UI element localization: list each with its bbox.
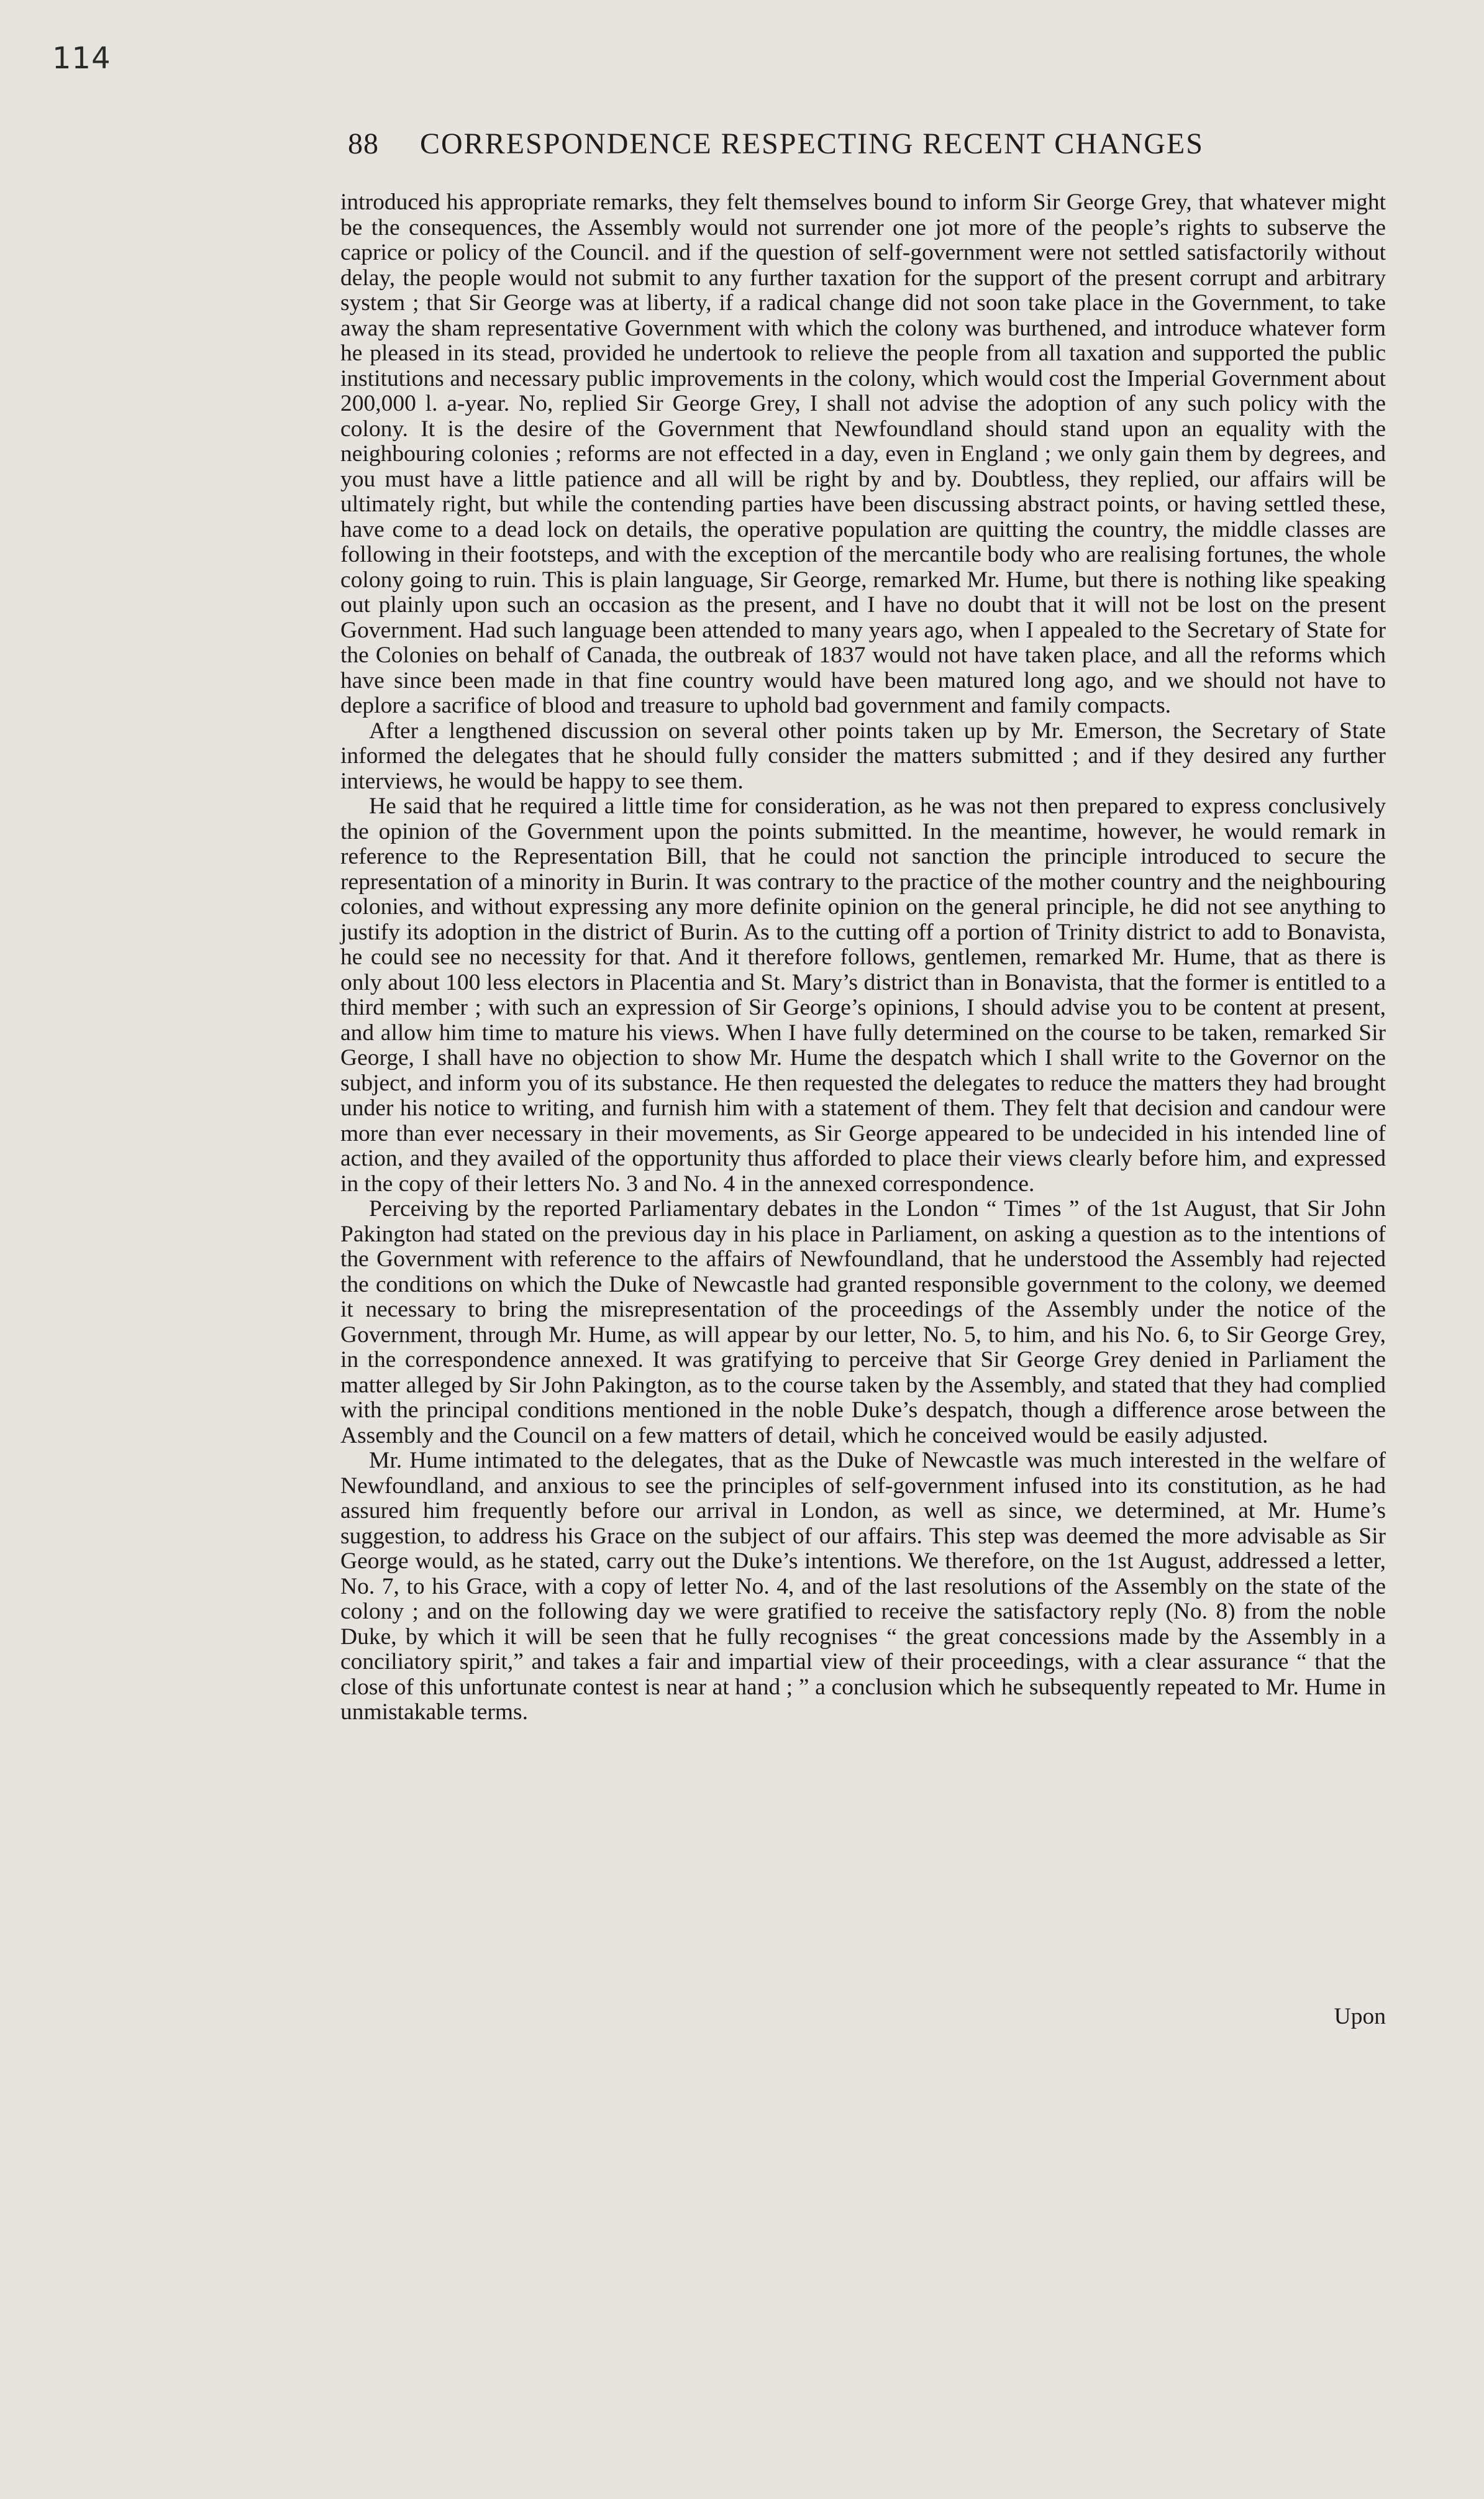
outer-page-number: 114 [52,41,111,76]
paragraph: Mr. Hume intimated to the delegates, that as the Duke of Newcastle was much interested in the welfare of Newfoundland, and anxious to see the principles of self-government infused into its constitution, as he had assured him frequently before our arrival in London, as well as since, we determined, at Mr. Hume’s suggestion, to address his Grace on the subject of our affairs. This step was deemed the more advisable as Sir George would, as he stated, carry out the Duke’s intentions. We therefore, on the 1st August, addressed a letter, No. 7, to his Grace, with a copy of letter No. 4, and of the last resolutions of the Assembly on the state of the colony ; and on the following day we were gratified to receive the satisfactory reply (No. 8) from the noble Duke, by which it will be seen that he fully recognises “ the great concessions made by the Assembly in a conciliatory spirit,” and takes a fair and impartial view of their proceedings, with a clear assurance “ that the close of this unfortunate contest is near at hand ; ” a conclusion which he subsequently repeated to Mr. Hume in unmistakable terms. [340,1448,1386,1725]
catchword: Upon [1334,2004,1386,2029]
page-number: 88 [348,127,379,160]
paragraph: introduced his appropriate remarks, they felt themselves bound to inform Sir George Grey, that whatever might be the consequences, the Assembly would not surrender one jot more of the people’s rights to subserve the caprice or policy of the Council. and if the question of self-government were not settled satisfactorily without delay, the people would not submit to any further taxation for the support of the present corrupt and arbitrary system ; that Sir George was at liberty, if a radical change did not soon take place in the Government, to take away the sham representative Government with which the colony was burthened, and introduce whatever form he pleased in its stead, provided he undertook to relieve the people from all taxation and supported the public institutions and necessary public improvements in the colony, which would cost the Imperial Government about 200,000 l. a-year. No, replied Sir George Grey, I shall not advise the adoption of any such policy with the colony. It is the desire of the Government that Newfoundland should stand upon an equality with the neighbouring colonies ; reforms are not effected in a day, even in England ; we only gain them by degrees, and you must have a little patience and all will be right by and by. Doubtless, they replied, our affairs will be ultimately right, but while the contending parties have been discussing abstract points, or having settled these, have come to a dead lock on details, the operative population are quitting the country, the middle classes are following in their footsteps, and with the exception of the mercantile body who are realising fortunes, the whole colony going to ruin. This is plain language, Sir George, remarked Mr. Hume, but there is nothing like speaking out plainly upon such an occasion as the present, and I have no doubt that it will not be lost on the present Government. Had such language been attended to many years ago, when I appealed to the Secretary of State for the Colonies on behalf of Canada, the outbreak of 1837 would not have taken place, and all the reforms which have since been made in that fine country would have been matured long ago, and we should not have to deplore a sacrifice of blood and treasure to uphold bad government and family compacts. [340,190,1386,718]
paragraph: After a lengthened discussion on several other points taken up by Mr. Emerson, the Secretary of State informed the delegates that he should fully consider the matters submitted ; and if they desired any further interviews, he would be happy to see them. [340,718,1386,794]
paragraph: Perceiving by the reported Parliamentary debates in the London “ Times ” of the 1st August, that Sir John Pakington had stated on the previous day in his place in Parliament, on asking a question as to the intentions of the Government with reference to the affairs of Newfoundland, that he understood the Assembly had rejected the conditions on which the Duke of Newcastle had granted responsible government to the colony, we deemed it necessary to bring the misrepresentation of the proceedings of the Assembly under the notice of the Government, through Mr. Hume, as will appear by our letter, No. 5, to him, and his No. 6, to Sir George Grey, in the correspondence annexed. It was gratifying to perceive that Sir George Grey denied in Parliament the matter alleged by Sir John Pakington, as to the course taken by the Assembly, and stated that they had complied with the principal conditions mentioned in the noble Duke’s despatch, though a difference arose between the Assembly and the Council on a few matters of detail, which he conceived would be easily adjusted. [340,1196,1386,1448]
paragraph: He said that he required a little time for consideration, as he was not then prepared to express conclusively the opinion of the Government upon the points submitted. In the meantime, however, he would remark in reference to the Representation Bill, that he could not sanction the principle introduced to secure the representation of a minority in Burin. It was contrary to the practice of the mother country and the neighbouring colonies, and without expressing any more definite opinion on the general principle, he did not see anything to justify its adoption in the district of Burin. As to the cutting off a portion of Trinity district to add to Bonavista, he could see no necessity for that. And it therefore follows, gentlemen, remarked Mr. Hume, that as there is only about 100 less electors in Placentia and St. Mary’s district than in Bonavista, that the former is entitled to a third member ; with such an expression of Sir George’s opinions, I should advise you to be content at present, and allow him time to mature his views. When I have fully determined on the course to be taken, remarked Sir George, I shall have no objection to show Mr. Hume the despatch which I shall write to the Governor on the subject, and inform you of its substance. He then requested the delegates to reduce the matters they had brought under his notice to writing, and furnish him with a statement of them. They felt that decision and candour were more than ever necessary in their movements, as Sir George appeared to be undecided in his intended line of action, and they availed of the opportunity thus afforded to place their views clearly before him, and expressed in the copy of their letters No. 3 and No. 4 in the annexed correspondence. [340,793,1386,1197]
page-header [348,127,1292,161]
body-text [340,190,1386,1725]
running-head: CORRESPONDENCE RESPECTING RECENT CHANGES [420,127,1204,160]
